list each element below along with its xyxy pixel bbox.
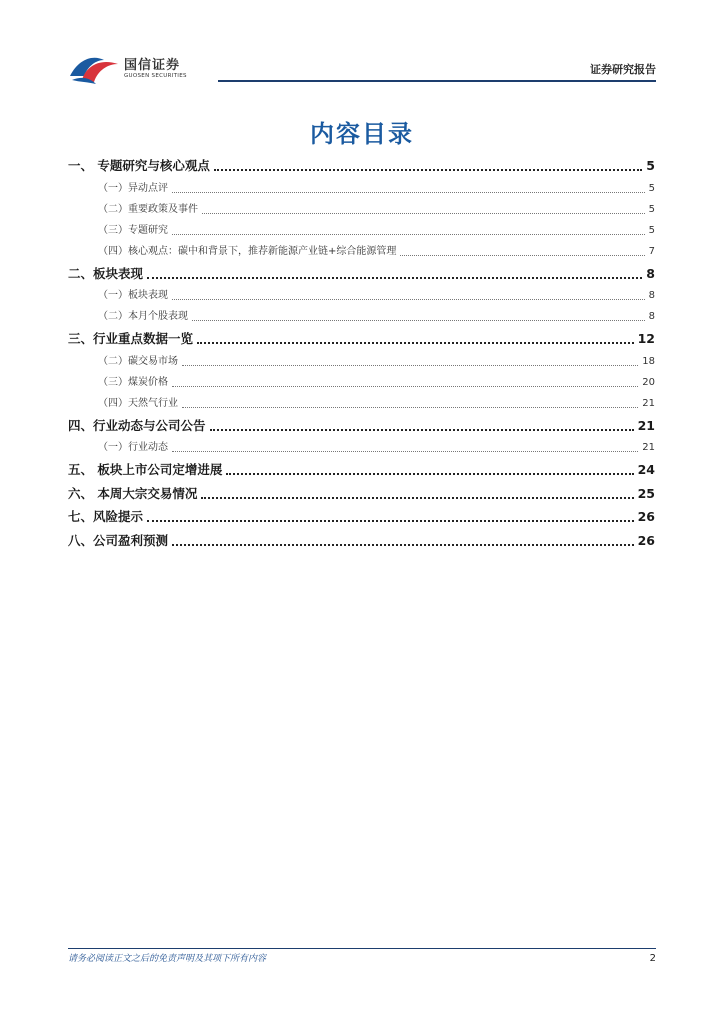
toc-entry-page: 21 [642, 397, 655, 409]
toc-subsection-entry[interactable] [68, 199, 655, 220]
toc-entry-page: 8 [648, 290, 655, 301]
toc-section-entry[interactable] [68, 327, 655, 351]
toc-dot-leader [172, 372, 638, 387]
toc-subsection-entry[interactable] [68, 351, 655, 372]
toc-entry-page: 18 [642, 355, 655, 367]
toc-section-entry[interactable] [68, 262, 655, 286]
toc-entry-page: 25 [637, 485, 655, 501]
toc-entry-label: 八、公司盈利预测 [68, 532, 169, 548]
toc-entry-page: 26 [637, 509, 655, 524]
toc-subsection-entry[interactable] [68, 372, 655, 393]
toc-dot-leader [147, 505, 634, 522]
report-type-label: 证券研究报告 [590, 63, 656, 76]
toc-dot-leader [197, 327, 634, 344]
toc-dot-leader [147, 262, 642, 279]
toc-dot-leader [210, 414, 634, 431]
toc-subsection-entry[interactable] [68, 178, 655, 199]
toc-entry-label: 一、 专题研究与核心观点 [68, 158, 210, 173]
toc-section-entry[interactable] [68, 414, 655, 438]
toc-dot-leader [172, 178, 645, 193]
toc-entry-label: 三、行业重点数据一览 [68, 331, 194, 346]
toc-subsection-entry[interactable] [68, 437, 655, 458]
header-rule [218, 80, 656, 82]
toc-entry-label: （四）核心观点：碳中和背景下，推荐新能源产业链+综合能源管理 [98, 245, 397, 257]
toc-entry-label: （二）碳交易市场 [98, 355, 178, 367]
toc-subsection-entry[interactable] [68, 220, 655, 241]
toc-section-entry[interactable] [68, 505, 655, 529]
logo-chinese-name: 国信证券 [124, 58, 181, 73]
toc-title: 内容目录 [310, 120, 414, 148]
toc-entry-page: 5 [648, 182, 655, 194]
toc-subsection-entry[interactable] [68, 306, 655, 327]
toc-entry-page: 8 [646, 265, 655, 281]
footer-disclaimer: 请务必阅读正文之后的免责声明及其项下所有内容 [68, 954, 267, 964]
toc-section-entry[interactable] [68, 482, 655, 506]
toc-entry-page: 20 [642, 376, 655, 388]
toc-dot-leader [172, 529, 634, 546]
table-of-contents [68, 154, 655, 552]
toc-section-entry[interactable] [68, 154, 655, 178]
toc-entry-page: 24 [637, 462, 655, 477]
toc-entry-label: （三）专题研究 [98, 224, 168, 236]
toc-entry-label: （一）异动点评 [98, 182, 168, 194]
toc-entry-label: 二、板块表现 [68, 265, 144, 281]
toc-section-entry[interactable] [68, 529, 655, 553]
footer-rule [68, 948, 656, 949]
toc-entry-label: （一）板块表现 [98, 290, 168, 301]
toc-entry-page: 5 [648, 224, 655, 236]
toc-entry-label: （二）重要政策及事件 [98, 203, 198, 215]
guosen-logo [68, 50, 208, 86]
toc-subsection-entry[interactable] [68, 285, 655, 306]
toc-dot-leader [400, 241, 644, 256]
toc-entry-label: 五、 板块上市公司定增进展 [68, 462, 223, 477]
toc-entry-page: 12 [637, 331, 655, 346]
toc-dot-leader [172, 285, 645, 300]
toc-subsection-entry[interactable] [68, 241, 655, 262]
toc-entry-page: 5 [648, 203, 655, 215]
toc-entry-label: 六、 本周大宗交易情况 [68, 485, 198, 501]
toc-entry-label: （四）天然气行业 [98, 397, 178, 409]
toc-entry-page: 7 [648, 245, 655, 257]
toc-dot-leader [202, 199, 645, 214]
toc-entry-label: 四、行业动态与公司公告 [68, 417, 206, 433]
toc-entry-label: （二）本月个股表现 [98, 311, 188, 322]
toc-entry-page: 26 [637, 532, 655, 548]
toc-dot-leader [201, 482, 633, 499]
toc-dot-leader [226, 458, 633, 475]
guosen-logo-mark-icon [68, 50, 120, 86]
toc-dot-leader [182, 393, 638, 408]
toc-dot-leader [182, 351, 638, 366]
logo-english-name: GUOSEN SECURITIES [124, 73, 187, 79]
page-number: 2 [649, 953, 656, 964]
toc-entry-label: 七、风险提示 [68, 509, 144, 524]
toc-entry-page: 21 [642, 442, 655, 453]
page-header [68, 48, 656, 88]
toc-dot-leader [172, 220, 645, 235]
toc-section-entry[interactable] [68, 458, 655, 482]
toc-entry-page: 8 [648, 311, 655, 322]
toc-entry-page: 21 [637, 417, 655, 433]
toc-entry-label: （一）行业动态 [98, 442, 168, 453]
toc-dot-leader [172, 437, 638, 452]
toc-dot-leader [214, 154, 642, 171]
toc-entry-page: 5 [646, 158, 655, 173]
toc-entry-label: （三）煤炭价格 [98, 376, 168, 388]
toc-dot-leader [192, 306, 645, 321]
toc-subsection-entry[interactable] [68, 393, 655, 414]
